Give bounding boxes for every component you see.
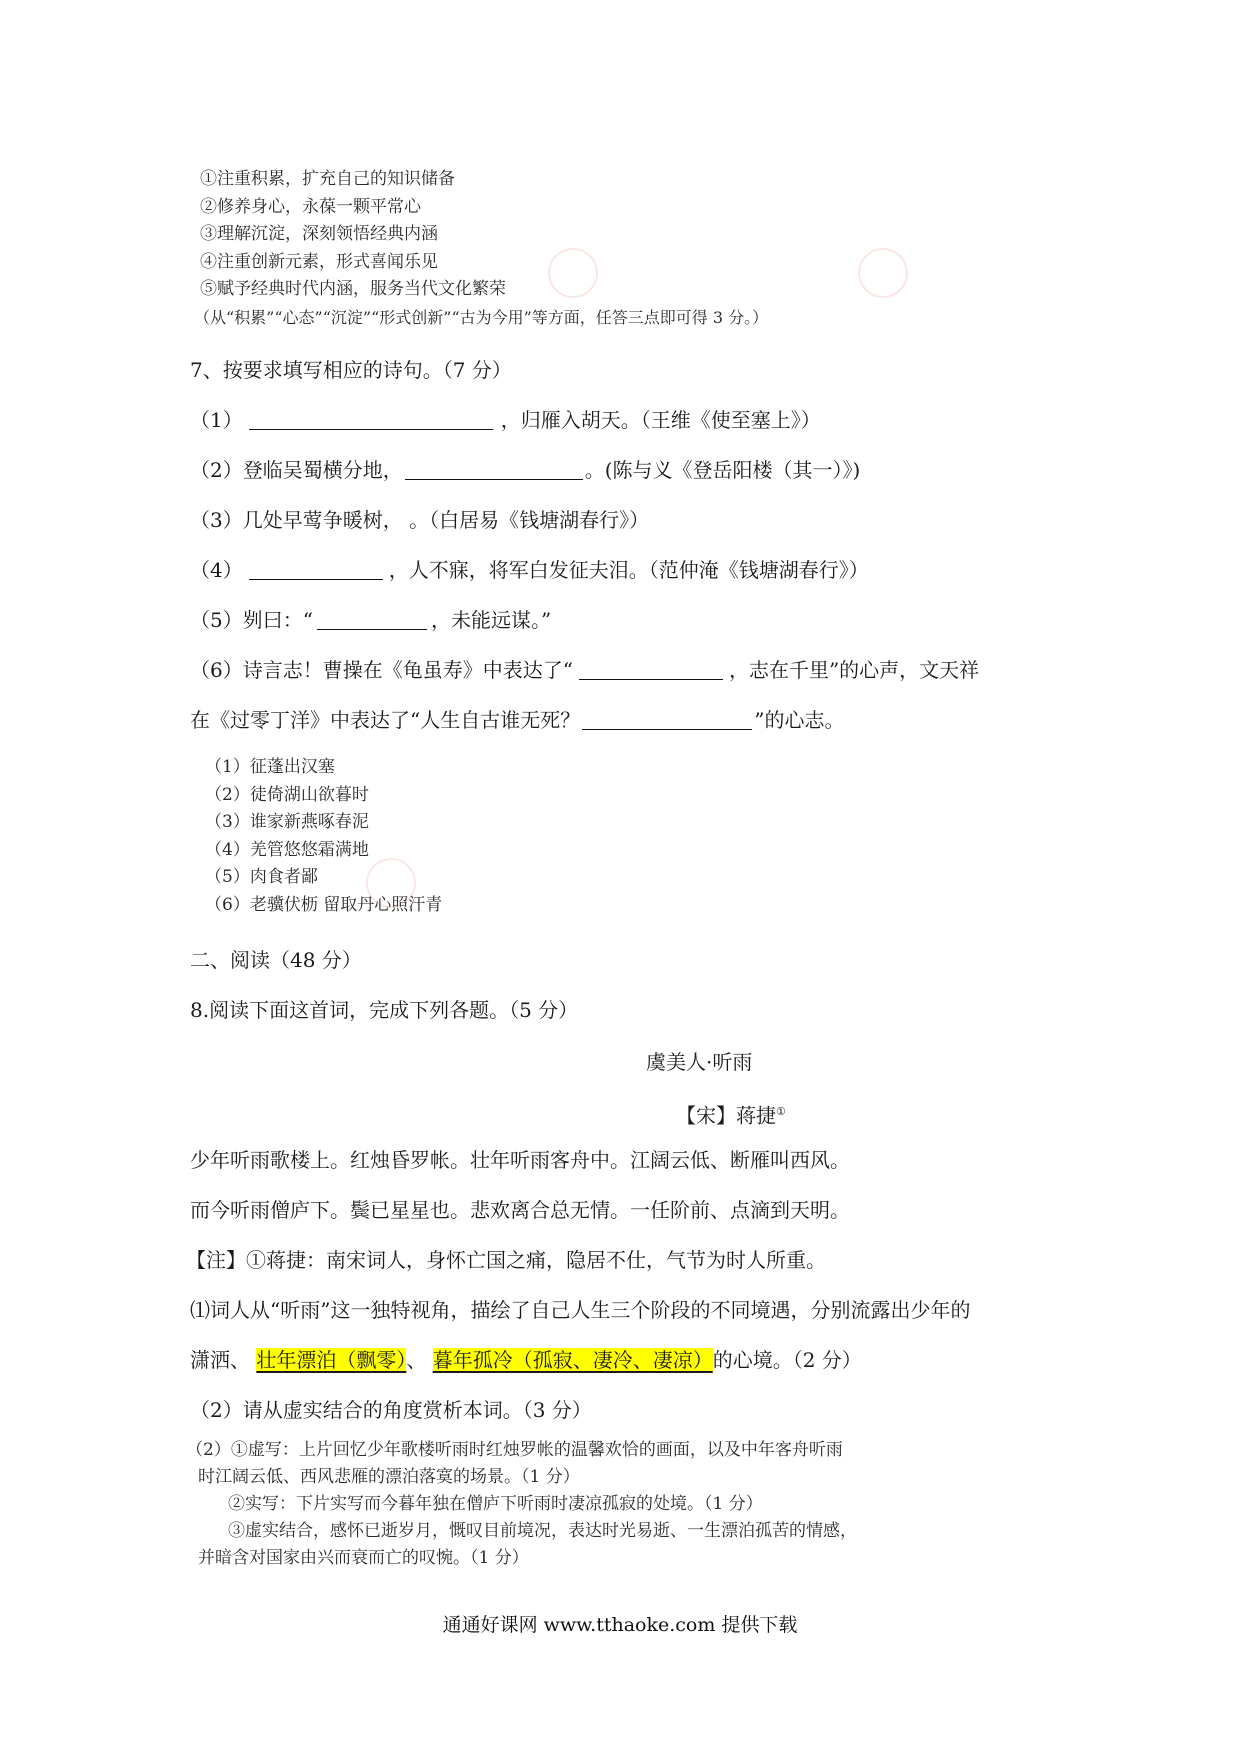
q7-item-5-prefix: （5）刿曰：“ [190, 608, 313, 632]
q7-item-4-suffix: ，人不寐，将军白发征夫泪。（范仲淹《钱塘湖春行》） [388, 558, 869, 582]
answer-line: （6）老骥伏枥 留取丹心照汗青 [205, 894, 443, 915]
q7-item-3: （3）几处早莺争暖树， 。（白居易《钱塘湖春行》） [190, 508, 650, 532]
answer-blank [582, 707, 752, 730]
answer-line: （1）征蓬出汉塞 [205, 757, 335, 777]
q7-title: 7、按要求填写相应的诗句。（7 分） [190, 358, 512, 382]
poem-note: 【注】①蒋捷：南宋词人，身怀亡国之痛，隐居不仕，气节为时人所重。 [186, 1248, 826, 1272]
answer-line: ①注重积累，扩充自己的知识储备 [200, 169, 455, 189]
q7-item-6a-prefix: （6）诗言志！曹操在《龟虽寿》中表达了“ [190, 658, 573, 682]
footnote-marker: ① [776, 1105, 786, 1118]
q7-item-2-suffix: 。(陈与义《登岳阳楼（其一）》) [584, 458, 861, 482]
poem-title: 虞美人·听雨 [646, 1050, 753, 1074]
q7-item-1-suffix: ，归雁入胡天。（王维《使至塞上》） [500, 408, 821, 432]
answer-blank [579, 657, 723, 680]
q7-item-2 [190, 455, 860, 485]
q7-item-6b [190, 705, 844, 735]
answer-line: （从“积累”“心态”“沉淀”“形式创新”“古为今用”等方面，任答三点即可得 3 分。） [194, 307, 769, 327]
q7-item-5 [190, 605, 551, 635]
answer-line: （5）肉食者鄙 [205, 867, 318, 888]
q7-item-4 [190, 555, 869, 585]
answer-blank [249, 407, 493, 430]
answer-block-q7 [205, 754, 442, 920]
q8-title: 8.阅读下面这首词，完成下列各题。（5 分） [190, 998, 579, 1022]
q7-item-1 [190, 405, 821, 435]
answer-line: ②修养身心，永葆一颗平常心 [200, 196, 421, 217]
answer-blank [249, 557, 383, 580]
q7-item-1-prefix: （1） [190, 408, 243, 432]
q8-sub2: （2）请从虚实结合的角度赏析本词。（3 分） [190, 1398, 592, 1422]
q7-item-2-prefix: （2）登临吴蜀横分地， [190, 458, 403, 482]
answer-line: 时江阔云低、西风悲雁的漂泊落寞的场景。（1 分） [198, 1467, 580, 1487]
answer-line: 并暗含对国家由兴而衰而亡的叹惋。（1 分） [198, 1548, 529, 1568]
answer-line: （2）①虚写：上片回忆少年歌楼听雨时红烛罗帐的温馨欢恰的画面，以及中年客舟听雨 [186, 1440, 843, 1460]
answer-line: ②实写：下片实写而今暮年独在僧庐下听雨时凄凉孤寂的处境。（1 分） [228, 1494, 763, 1514]
answer-blank [405, 457, 583, 480]
q7-item-6a-suffix: ，志在千里”的心声，文天祥 [728, 658, 980, 682]
answer-line: （3）谁家新燕啄春泥 [205, 812, 369, 833]
answer-block-1 [194, 166, 769, 331]
q8-sub1-line1: ⑴词人从“听雨”这一独特视角，描绘了自己人生三个阶段的不同境遇，分别流露出少年的 [190, 1298, 971, 1322]
poem-author [676, 1097, 786, 1131]
q8-sub1-text-b: 、 [406, 1348, 427, 1372]
q7-item-6a [190, 655, 979, 685]
answer-line: （4）羌管悠悠霜满地 [205, 839, 369, 860]
answer-line: ③理解沉淀，深刻领悟经典内涵 [200, 224, 438, 244]
q7-item-5-suffix: ，未能远谋。” [430, 608, 552, 632]
q7-item-4-prefix: （4） [190, 558, 243, 582]
watermark-stamp [851, 241, 915, 305]
highlighted-answer: 暮年孤冷（孤寂、凄冷、凄凉） [432, 1348, 713, 1372]
answer-blank [317, 607, 427, 630]
footer: 通通好课网 www.tthaoke.com 提供下载 [442, 1614, 798, 1636]
poem-line-2: 而今听雨僧庐下。鬓已星星也。悲欢离合总无情。一任阶前、点滴到天明。 [190, 1198, 850, 1222]
poem-line-1: 少年听雨歌楼上。红烛昏罗帐。壮年听雨客舟中。江阔云低、断雁叫西风。 [190, 1148, 850, 1172]
answer-line: ④注重创新元素，形式喜闻乐见 [200, 251, 438, 272]
answer-line: ⑤赋予经典时代内涵，服务当代文化繁荣 [200, 279, 506, 299]
answer-line: （2）徒倚湖山欲暮时 [205, 784, 369, 805]
q7-item-6b-prefix: 在《过零丁洋》中表达了“人生自古谁无死？ [190, 708, 581, 732]
answer-block-q8 [186, 1437, 857, 1572]
section-heading: 二、阅读（48 分） [190, 948, 362, 972]
highlighted-answer: 壮年漂泊（飘零） [256, 1348, 407, 1372]
q8-sub1-text-a: 潇洒、 [190, 1348, 250, 1372]
q7-item-6b-suffix: ”的心志。 [754, 708, 845, 732]
q8-sub1-text-c: 的心境。（2 分） [712, 1348, 862, 1372]
q8-sub1-line2 [190, 1345, 862, 1375]
poem-author-text: 【宋】蒋捷 [676, 1103, 776, 1128]
answer-line: ③虚实结合，感怀已逝岁月，慨叹目前境况，表达时光易逝、一生漂泊孤苦的情感， [228, 1521, 857, 1541]
